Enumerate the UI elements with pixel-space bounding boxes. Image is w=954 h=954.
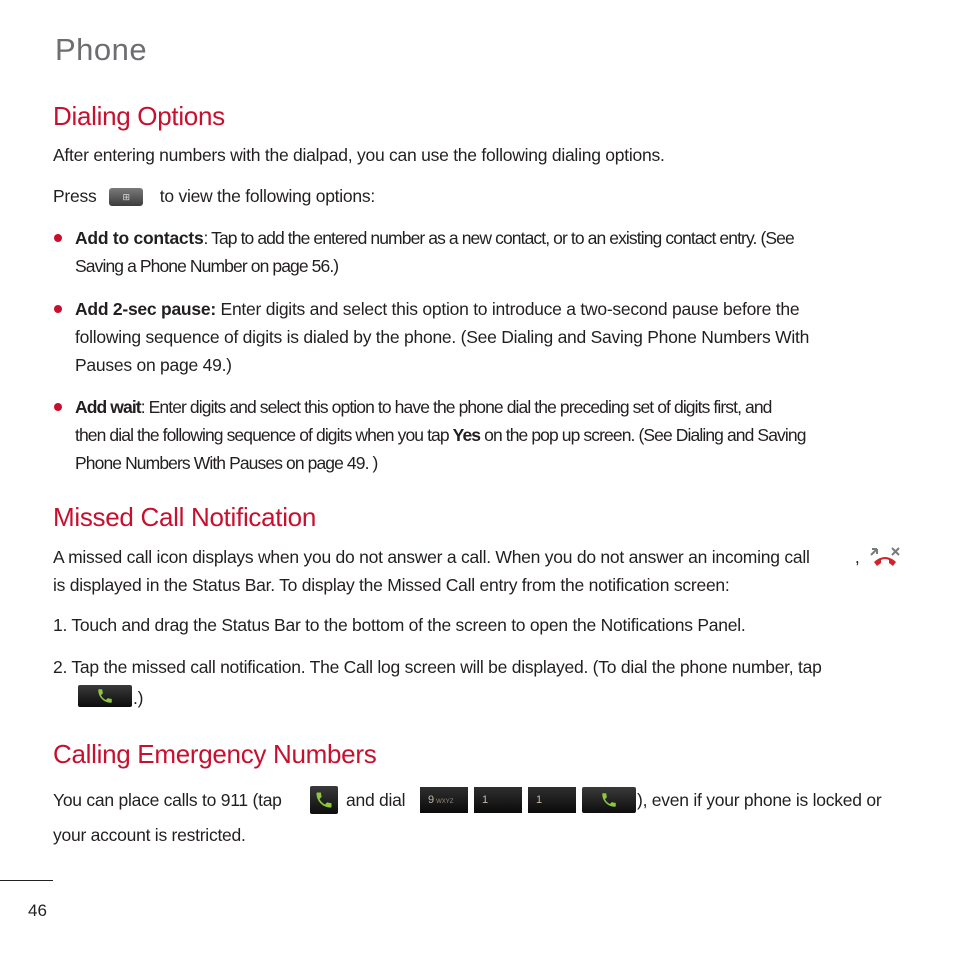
missed-call-para — [53, 543, 859, 599]
missed-call-heading: Missed Call Notification — [53, 502, 317, 532]
menu-key-icon: ⊞ — [109, 188, 143, 206]
option-label: Add wait — [75, 397, 141, 417]
key-digit: 9 — [428, 794, 435, 806]
call-key-button[interactable] — [582, 787, 636, 813]
option-label: Add 2-sec pause: — [75, 299, 216, 319]
option-text: : Enter digits and select this option to have the phone dial the preceding set of digits first, and — [140, 397, 772, 417]
phone-icon — [96, 687, 114, 705]
emergency-text-b: and dial — [346, 790, 406, 810]
dialing-options-heading: Dialing Options — [53, 101, 225, 131]
key-1-button[interactable] — [528, 787, 576, 813]
chapter-title: Phone — [55, 32, 148, 67]
bullet-icon — [54, 403, 62, 411]
page-number: 46 — [28, 901, 47, 920]
option-text: Enter digits and select this option to introduce a two-second pause before the — [215, 299, 800, 319]
bullet-icon — [54, 305, 62, 313]
press-word: Press — [53, 186, 97, 206]
call-key-button[interactable] — [78, 685, 132, 707]
emergency-text-c: ), even if your phone is locked or — [637, 790, 882, 810]
option-label: Add to contacts — [75, 228, 204, 248]
missed-call-step-1: 1. Touch and drag the Status Bar to the bottom of the screen to open the Notifications Panel. — [53, 615, 746, 635]
option-text: then dial the following sequence of digits when you tap — [75, 425, 453, 445]
phone-icon — [314, 790, 334, 810]
key-1-button[interactable] — [474, 787, 522, 813]
key-9-button[interactable] — [420, 787, 468, 813]
missed-call-icon — [868, 542, 904, 570]
yes-label: Yes — [452, 425, 481, 445]
missed-call-comma: , — [854, 547, 860, 567]
dialing-options-intro: After entering numbers with the dialpad, you can use the following dialing options. — [53, 145, 665, 165]
press-line — [53, 182, 375, 210]
key-digit: 1 — [536, 794, 543, 806]
step-2-end: .) — [133, 688, 144, 708]
emergency-text-d: your account is restricted. — [53, 825, 246, 845]
missed-call-text: A missed call icon displays when you do not answer a call. When you do not answer an incoming call — [53, 547, 810, 567]
footer-rule — [0, 880, 53, 881]
option-text: on the pop up screen. (See Dialing and Saving — [480, 425, 806, 445]
option-text: Phone Numbers With Pauses on page 49. ) — [75, 453, 378, 473]
phone-app-button[interactable] — [310, 786, 338, 814]
option-text: : Tap to add the entered number as a new contact, or to an existing contact entry. (See — [203, 228, 794, 248]
key-digit: 1 — [482, 794, 489, 806]
emergency-heading: Calling Emergency Numbers — [53, 739, 377, 769]
bullet-icon — [54, 234, 62, 242]
missed-call-step-2: 2. Tap the missed call notification. The Call log screen will be displayed. (To dial the phone number, tap — [53, 657, 822, 677]
press-suffix: to view the following options: — [159, 186, 376, 206]
option-text: Pauses on page 49.) — [75, 355, 232, 375]
missed-call-text: is displayed in the Status Bar. To display the Missed Call entry from the notification screen: — [53, 575, 730, 595]
phone-icon — [600, 791, 618, 809]
key-letters: WXYZ — [436, 799, 454, 805]
emergency-text-a: You can place calls to 911 (tap — [53, 790, 282, 810]
option-add-wait — [75, 393, 806, 477]
option-text: Saving a Phone Number on page 56.) — [75, 256, 339, 276]
option-text: following sequence of digits is dialed by the phone. (See Dialing and Saving Phone Numbers With — [75, 327, 810, 347]
option-add-pause — [75, 295, 809, 379]
option-add-to-contacts — [75, 224, 794, 280]
